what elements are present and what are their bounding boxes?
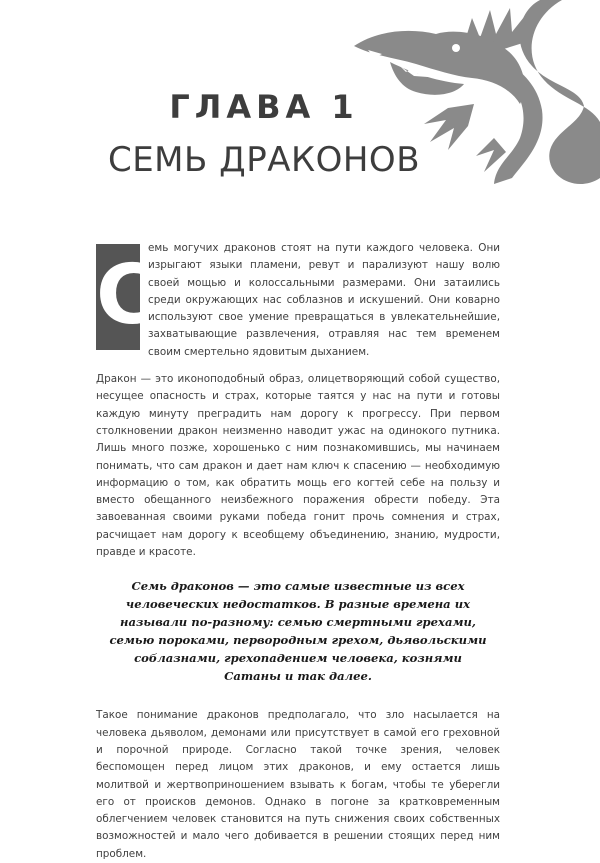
drop-cap: С bbox=[96, 244, 140, 350]
paragraph-understanding: Такое понимание драконов предполагало, что зло насылается на человека дьяволом, демонами или присутствует в самой его греховной и порочной природе. Согласно такой точке зрения, человек беспомощен перед лицом этих драконов, и ему остается лишь молитвой и жертвоприношением взывать к богам, чтобы те уберегли его от происков демонов. Однако в погоне за кратковременным облегчением человек становится на путь снижения своих собственных возможностей и мало чего добивается в решении стоящих перед ним проблем. bbox=[96, 709, 500, 860]
highlight-quote: Семь драконов — это самые известные из всех человеческих недостатков. В разные времена их называли по-разному: семью смертными грехами, семью пороками, первородным грехом, дьявольскими соблазнами, грехопадением человека, кознями Сатаны и так далее. bbox=[109, 579, 487, 684]
paragraph-dragon: Дракон — это иконоподобный образ, олицетворяющий собой существо, несущее опасность и страх, которые таятся у нас на пути и готовы каждую минуту преградить нам дорогу к прогрессу. При первом столкновении дракон неизменно наводит ужас на одинокого путника. Лишь много позже, хорошенько с ним познакомившись, мы начинаем понимать, что сам дракон и дает нам ключ к спасению — необходимую информацию о том, как обратить мощь его когтей себе на пользу и вместо обещанного неизбежного поражения обрести победу. Эта завоеванная своими руками победа гонит прочь сомнения и страх, расчищает нам дорогу к всеобщему объединению, знанию, мудрости, правде и красоте. bbox=[96, 373, 500, 559]
paragraph-intro: емь могучих драконов стоят на пути каждого человека. Они изрыгают языки пламени, ревут и парализуют нашу волю своей мощью и колоссальными размерами. Они затаились среди окружающих нас соблазнов и искушений. Они коварно используют свое умение превращаться в увлекательнейшие, захватывающие развлечения, отравляя нас тем временем своим смертельно ядовитым дыханием. bbox=[148, 242, 500, 358]
chapter-label: ГЛАВА 1 bbox=[169, 88, 359, 126]
chapter-title: СЕМЬ ДРАКОНОВ bbox=[107, 140, 421, 180]
chapter-body bbox=[96, 240, 500, 863]
